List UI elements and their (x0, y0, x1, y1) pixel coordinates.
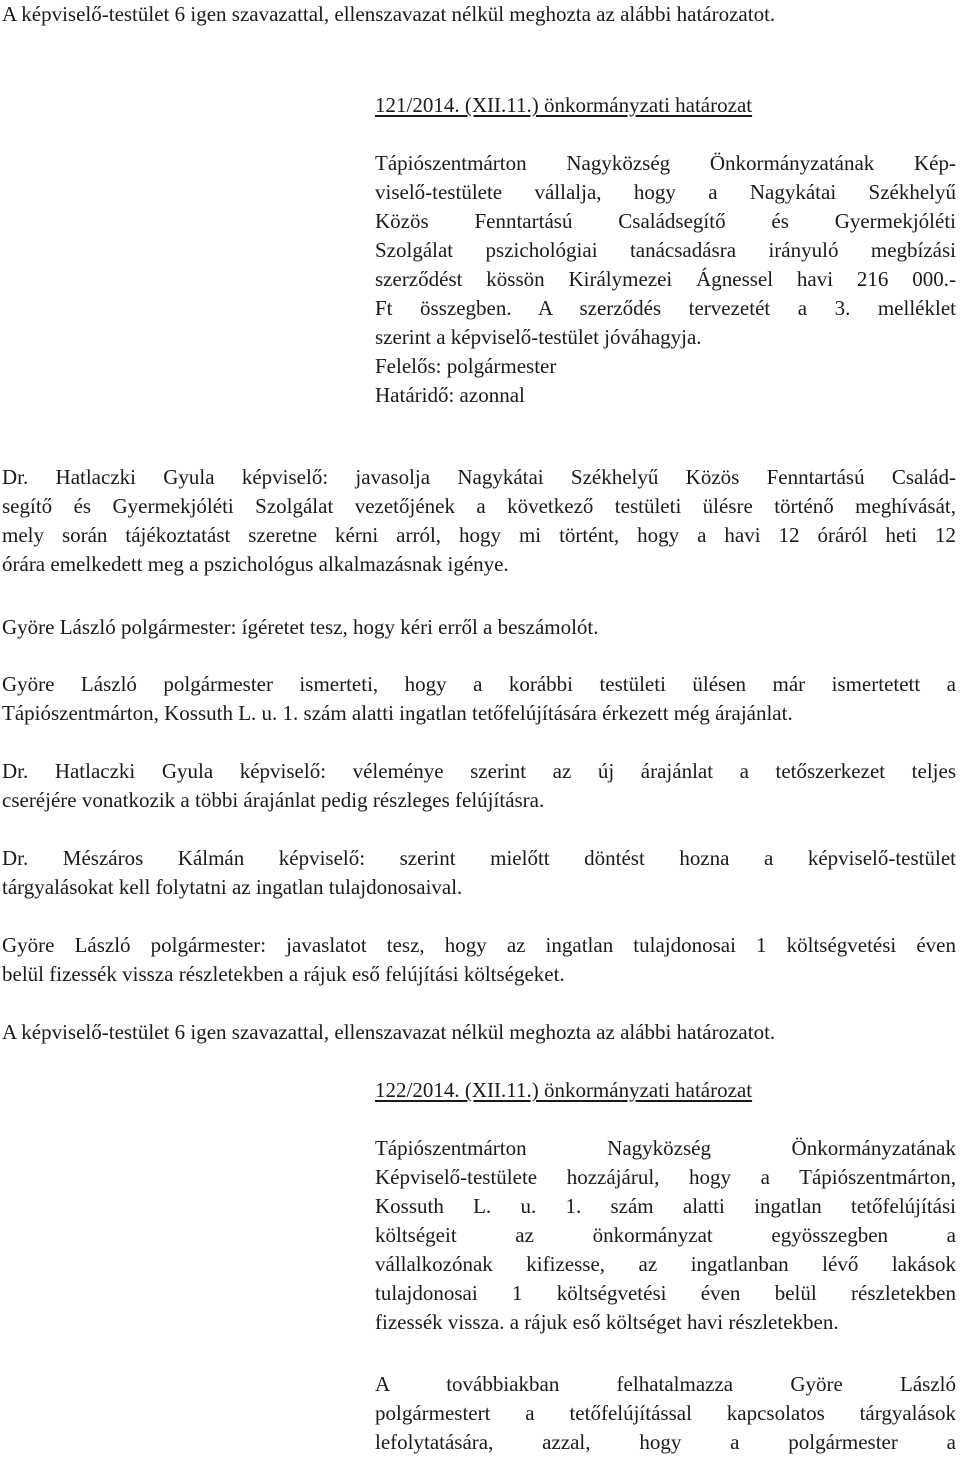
paragraph-line: Györe László polgármester: javaslatot tesz, hogy az ingatlan tulajdonosai 1 költségvetési éven (2, 933, 956, 957)
paragraph-line: mely során tájékoztatást szeretne kérni arról, hogy mi történt, hogy a havi 12 óráról heti 12 (2, 523, 956, 547)
resolution-122-line: fizessék vissza. a rájuk eső költséget havi részletekben. (375, 1310, 839, 1334)
paragraph-line: órára emelkedett meg a pszichológus alkalmazásnak igénye. (2, 552, 509, 576)
resolution-121-line: Közös Fenntartású Családsegítő és Gyermekjóléti (375, 209, 956, 233)
paragraph-line: Györe László polgármester: ígéretet tesz, hogy kéri erről a beszámolót. (2, 615, 599, 639)
resolution-121-responsible: Felelős: polgármester (375, 354, 557, 378)
resolution-122-line: Képviselő-testülete hozzájárul, hogy a Tápiószentmárton, (375, 1165, 956, 1189)
paragraph-line: Dr. Hatlaczki Gyula képviselő: javasolja Nagykátai Székhelyű Közös Fenntartású Család- (2, 465, 956, 489)
resolution-121-deadline: Határidő: azonnal (375, 383, 525, 407)
resolution-122-line: lefolytatására, azzal, hogy a polgármester a (375, 1430, 956, 1454)
resolution-122-line: polgármestert a tetőfelújítással kapcsolatos tárgyalások (375, 1401, 956, 1425)
resolution-121-heading: 121/2014. (XII.11.) önkormányzati határozat (375, 93, 753, 117)
resolution-121-line: Tápiószentmárton Nagyközség Önkormányzatának Kép- (375, 151, 956, 175)
resolution-121-line: viselő-testülete vállalja, hogy a Nagykátai Székhelyű (375, 180, 956, 204)
resolution-122-line: költségeit az önkormányzat egyösszegben a (375, 1223, 956, 1247)
paragraph-line: belül fizessék vissza részletekben a rájuk eső felújítási költségeket. (2, 962, 565, 986)
vote-statement-top: A képviselő-testület 6 igen szavazattal, ellenszavazat nélkül meghozta az alábbi határozatot. (2, 2, 776, 26)
vote-statement-bottom: A képviselő-testület 6 igen szavazattal, ellenszavazat nélkül meghozta az alábbi határozatot. (2, 1020, 776, 1044)
resolution-122-line: Tápiószentmárton Nagyközség Önkormányzatának (375, 1136, 956, 1160)
resolution-122-line: vállalkozónak kifizesse, az ingatlanban lévő lakások (375, 1252, 956, 1276)
resolution-122-line: Kossuth L. u. 1. szám alatti ingatlan tetőfelújítási (375, 1194, 956, 1218)
paragraph-line: tárgyalásokat kell folytatni az ingatlan tulajdonosaival. (2, 875, 463, 899)
paragraph-line: Dr. Mészáros Kálmán képviselő: szerint mielőtt döntést hozna a képviselő-testület (2, 846, 956, 870)
paragraph-line: Tápiószentmárton, Kossuth L. u. 1. szám alatti ingatlan tetőfelújítására érkezett még árajánlat. (2, 701, 793, 725)
resolution-122-heading: 122/2014. (XII.11.) önkormányzati határozat (375, 1078, 753, 1102)
resolution-121-line: szerződést kössön Királymezei Ágnessel havi 216 000.- (375, 267, 956, 291)
paragraph-line: Györe László polgármester ismerteti, hogy a korábbi testületi ülésen már ismertetett a (2, 672, 956, 696)
resolution-121-line: szerint a képviselő-testület jóváhagyja. (375, 325, 702, 349)
resolution-121-line: Szolgálat pszichológiai tanácsadásra irányuló megbízási (375, 238, 956, 262)
paragraph-line: Dr. Hatlaczki Gyula képviselő: véleménye szerint az új árajánlat a tetőszerkezet teljes (2, 759, 956, 783)
paragraph-line: cseréjére vonatkozik a többi árajánlat pedig részleges felújításra. (2, 788, 545, 812)
resolution-121-line: Ft összegben. A szerződés tervezetét a 3. melléklet (375, 296, 956, 320)
paragraph-line: segítő és Gyermekjóléti Szolgálat vezetőjének a következő testületi ülésre történő meghívását, (2, 494, 956, 518)
resolution-122-line: tulajdonosai 1 költségvetési éven belül részletekben (375, 1281, 956, 1305)
resolution-122-line: A továbbiakban felhatalmazza Györe László (375, 1372, 956, 1396)
